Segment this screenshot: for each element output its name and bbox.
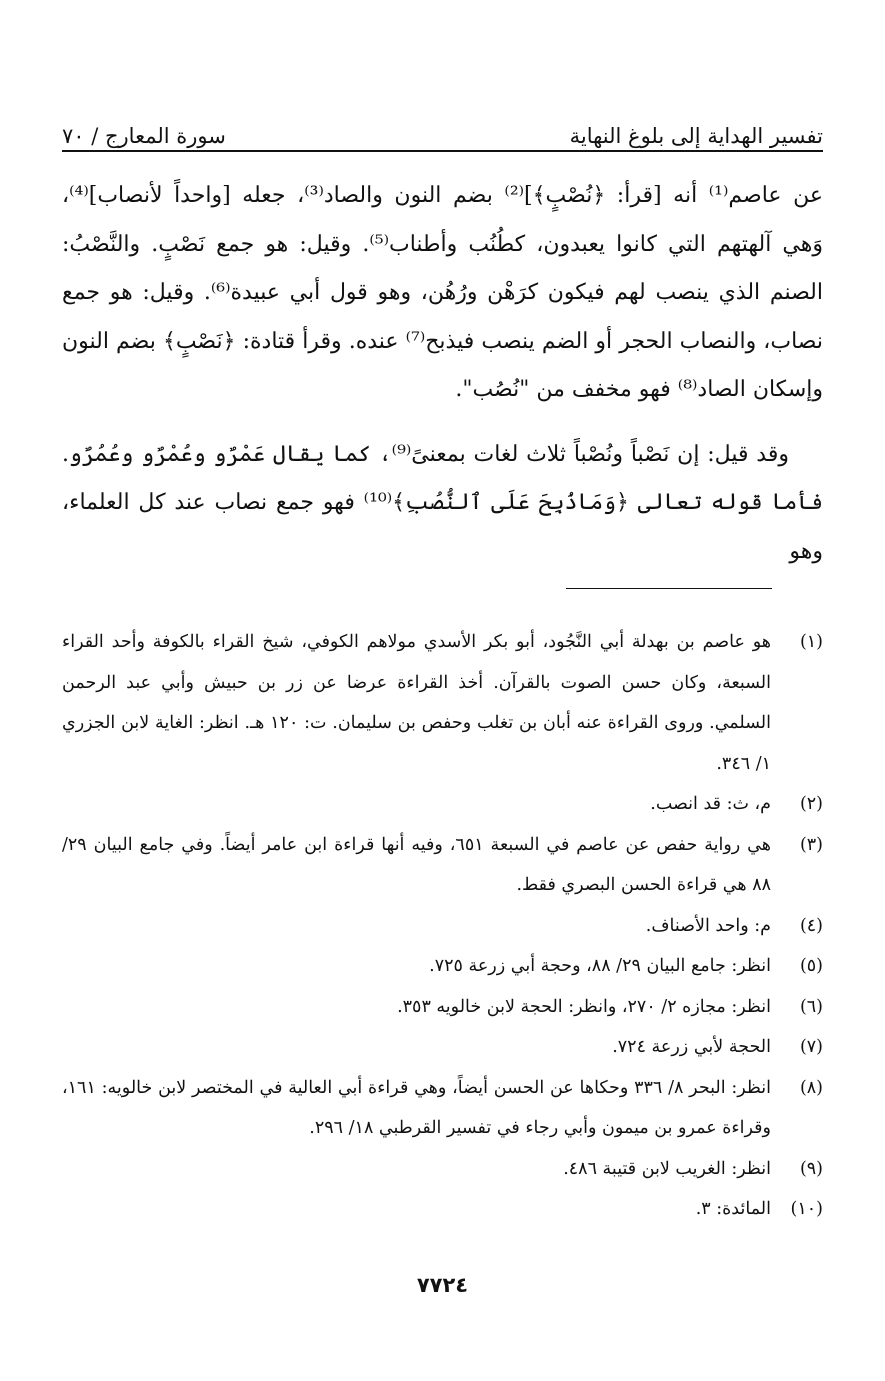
surah-page-label: سورة المعارج / ٧٠ xyxy=(62,124,226,148)
footnote-text: هي رواية حفص عن عاصم في السبعة ٦٥١، وفيه أنها قراءة ابن عامر أيضاً. وفي جامع البيان ٢٩/ ٨٨ هي قراءة الحسن البصري فقط. xyxy=(62,834,771,895)
footnote-4 xyxy=(62,906,823,947)
footnote-6 xyxy=(62,987,823,1028)
footnote-number: (٦) xyxy=(799,996,823,1017)
footnote-text: انظر: البحر ٨/ ٣٣٦ وحكاها عن الحسن أيضاً، وهي قراءة أبي العالية في المختصر لابن خالويه: ١٦١، وقراءة عمرو بن ميمون وأبي رجاء في تفسير القرطبي ١٨/ ٢٩٦. xyxy=(62,1077,771,1138)
footnote-3 xyxy=(62,825,823,906)
page-number: ٧٧٢٤ xyxy=(416,1273,469,1297)
footnote-5 xyxy=(62,946,823,987)
footnote-number: (٩) xyxy=(799,1158,823,1179)
main-text xyxy=(62,172,823,576)
footnote-7 xyxy=(62,1027,823,1068)
book-title: تفسير الهداية إلى بلوغ النهاية xyxy=(569,124,823,148)
footnote-10 xyxy=(62,1189,823,1230)
footnote-number: (٧) xyxy=(799,1037,823,1057)
footnote-2 xyxy=(62,784,823,825)
running-header xyxy=(62,108,823,148)
footnote-text: م، ث: قد انصب. xyxy=(650,794,771,814)
footnote-number: (٢) xyxy=(799,794,823,814)
footnote-number: (٣) xyxy=(799,834,823,855)
footnote-9 xyxy=(62,1149,823,1190)
footnote-separator xyxy=(566,588,772,589)
footnote-1 xyxy=(62,622,823,784)
body-paragraph-1: عن عاصم⁽¹⁾ أنه [قرأ: ﴿نُصْبٍ﴾]⁽²⁾ بضم النون والصاد⁽³⁾، جعله [واحداً لأنصاب]⁽⁴⁾، وَهي آلهتهم التي كانوا يعبدون، كطُنُب وأطناب⁽⁵⁾. وقيل: هو جمع نَصْبٍ. والنَّصْبُ: الصنم الذي ينصب لهم فيكون كرَهْن ورُهُن، وهو قول أبي عبيدة⁽⁶⁾. وقيل: هو جمع نصاب، والنصاب الحجر أو الضم ينصب فيذبح⁽⁷⁾ عنده. وقرأ قتادة: ﴿نَصْبٍ﴾ بضم النون وإسكان الصاد⁽⁸⁾ فهو مخفف من "نُصُب". xyxy=(62,183,824,402)
footnote-text: الحجة لأبي زرعة ٧٢٤. xyxy=(612,1037,771,1057)
footnote-number: (٤) xyxy=(799,915,823,936)
footnotes xyxy=(62,622,823,1230)
body-paragraph-2: وقد قيل: إن نَصْباً ونُصْباً ثلاث لغات بمعنىً⁽⁹⁾، كما يقال عَمْرٌو وعُمْرٌو وعُمُرٌو. فأما قوله تعالى ﴿وَمَاذُبِحَ عَلَى ٱلنُّصُبِ﴾⁽¹⁰⁾ فهو جمع نصاب عند كل العلماء، وهو xyxy=(62,441,823,564)
footnote-number: (٥) xyxy=(799,956,823,976)
footnote-text: م: واحد الأصناف. xyxy=(645,915,771,936)
footnote-number: (١٠) xyxy=(790,1199,823,1219)
footnote-text: انظر: جامع البيان ٢٩/ ٨٨، وحجة أبي زرعة ٧٢٥. xyxy=(429,956,771,976)
footnote-number: (١) xyxy=(799,632,823,652)
footnote-text: انظر: مجازه ٢/ ٢٧٠، وانظر: الحجة لابن خالويه ٣٥٣. xyxy=(397,996,771,1017)
header-divider xyxy=(62,150,823,152)
footnote-text: انظر: الغريب لابن قتيبة ٤٨٦. xyxy=(563,1158,771,1179)
footnote-8 xyxy=(62,1068,823,1149)
footnote-number: (٨) xyxy=(799,1077,823,1098)
footnote-text: هو عاصم بن بهدلة أبي النَّجُود، أبو بكر الأسدي مولاهم الكوفي، شيخ القراء بالكوفة وأحد القراء السبعة، وكان حسن الصوت بالقرآن. أخذ القراءة عرضا عن زر بن حبيش وأبي عبد الرحمن السلمي. وروى القراءة عنه أبان بن تغلب وحفص بن سليمان. ت: ١٢٠ هـ. انظر: الغاية لابن الجزري ١/ ٣٤٦. xyxy=(62,632,772,774)
footnote-text: المائدة: ٣. xyxy=(695,1199,771,1219)
